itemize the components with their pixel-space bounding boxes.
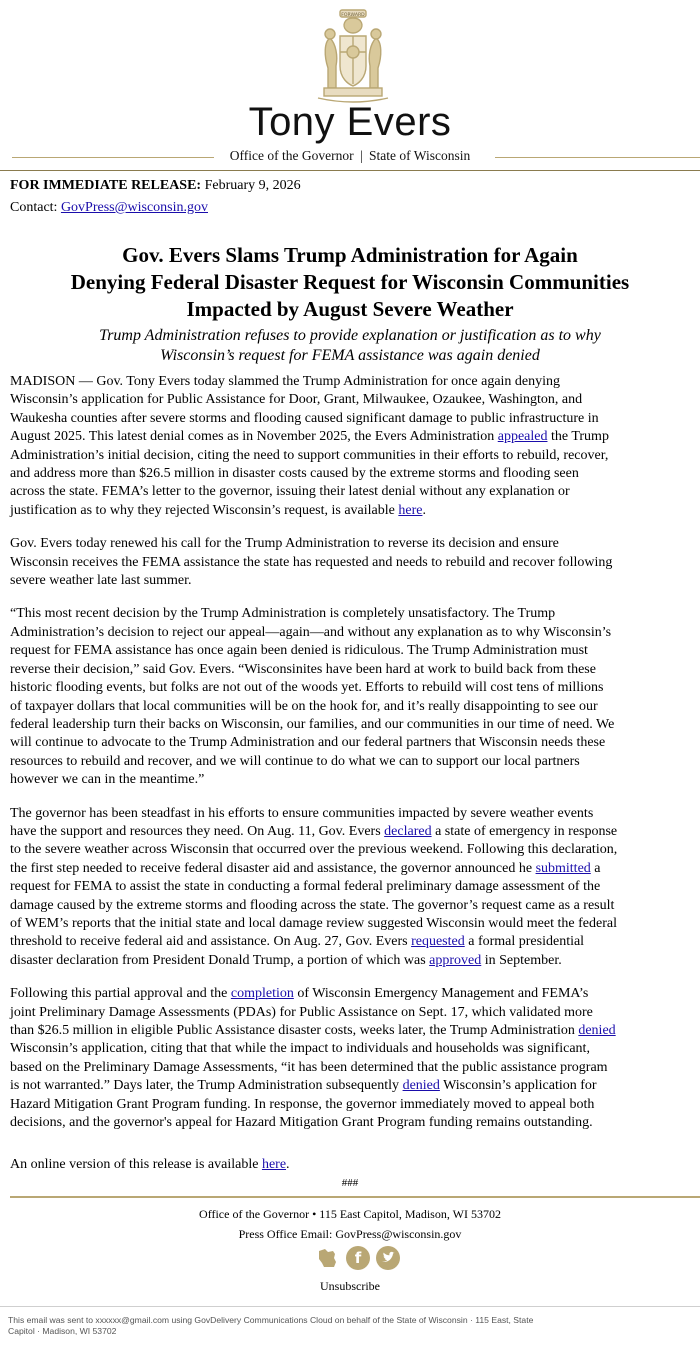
- masthead-rule-right: [495, 157, 700, 158]
- state-name: State of Wisconsin: [369, 148, 471, 163]
- text-line: than $26.5 million in eligible Public Assistance disaster costs, weeks later, the Trump Administration: [10, 1023, 579, 1038]
- text-line: the Trump: [547, 429, 609, 445]
- text-line: Wisconsin’s application for: [439, 1078, 597, 1094]
- delivery-note-line: This email was sent to xxxxxx@gmail.com using GovDelivery Communications Cloud on behalf of the State of Wisconsin · 115 East, State: [8, 1315, 534, 1325]
- submitted-link[interactable]: submitted: [535, 860, 591, 876]
- text-line: Administration’s initial decision, citing the need to support communities in their efforts to rebuild, recover,: [10, 447, 609, 463]
- text-line: of WEM’s reports that the initial state and local damage review suggested Wisconsin would meet the federal: [10, 915, 617, 931]
- text-line: Wisconsin’s application for Public Assistance for Door, Grant, Milwaukee, Ozaukee, Washington, and: [10, 392, 583, 408]
- text-line: An online version of this release is available: [10, 1157, 262, 1173]
- text-line: historic flooding events, but folks are not out of the woods yet. Efforts to rebuild will cost tens of millions: [10, 680, 604, 696]
- contact-line: [10, 197, 301, 219]
- text-line: Waukesha counties after severe storms and flooding caused significant damage to public infrastructure in: [10, 410, 599, 426]
- text-line: decisions, and the governor's appeal for Hazard Mitigation Grant Program funding remains outstanding.: [10, 1115, 593, 1131]
- text-line: August 2025. This latest denial comes as in November 2025, the Evers Administration: [10, 429, 498, 445]
- text-line: have the support and resources they need. On Aug. 11, Gov. Evers: [10, 823, 385, 839]
- masthead: [0, 0, 700, 168]
- text-line: Gov. Evers today renewed his call for the Trump Administration to reverse its decision and ensure: [10, 536, 559, 552]
- unsubscribe-link[interactable]: Unsubscribe: [320, 1279, 380, 1293]
- footer-divider: [10, 1196, 700, 1198]
- subheadline: [0, 326, 700, 366]
- text-line: .: [422, 502, 426, 518]
- text-line: however we can in the meantime.”: [10, 772, 205, 788]
- delivery-note: [8, 1315, 688, 1337]
- headline-line: Impacted by August Severe Weather: [186, 297, 514, 321]
- delivery-note-divider: [0, 1306, 700, 1307]
- text-line: threshold to receive federal aid and assistance. On Aug. 27, Gov. Evers: [10, 934, 412, 950]
- text-line: a formal presidential: [464, 934, 585, 950]
- headline-line: Gov. Evers Slams Trump Administration for Again: [122, 243, 578, 267]
- release-info: [10, 175, 301, 219]
- text-line: Hazard Mitigation Grant Program funding. In response, the governor immediately moved to appeal both: [10, 1096, 595, 1112]
- office-line: [0, 148, 700, 164]
- appealed-link[interactable]: appealed: [497, 429, 548, 445]
- text-line: .: [286, 1157, 290, 1173]
- text-line: the first step needed to receive federal disaster aid and assistance, the governor announced he: [10, 860, 536, 876]
- text-line: damage caused by the extreme storms and flooding across the state. The governor’s request came as a result: [10, 897, 615, 913]
- paragraph-quote: [10, 605, 700, 789]
- text-line: federal leadership turn their backs on Wisconsin, our families, and our communities in our time of need. We: [10, 716, 615, 732]
- office-title: Office of the Governor: [229, 148, 354, 163]
- text-line: resources to rebuild and recover, and we will continue to do what we can to support our local partners: [10, 753, 580, 769]
- text-line: will continue to advocate to the Trump Administration and our federal partners that Wisconsin needs these: [10, 735, 606, 751]
- fema-letter-link[interactable]: here: [398, 502, 423, 518]
- office-separator: |: [359, 148, 363, 163]
- text-line: across the state. FEMA’s letter to the governor, issuing their latest denial without any explanation or: [10, 484, 570, 500]
- headline-line: Denying Federal Disaster Request for Wisconsin Communities: [70, 270, 630, 294]
- text-line: disaster declaration from President Donald Trump, a portion of which was: [10, 952, 430, 968]
- online-version-link[interactable]: here: [261, 1157, 287, 1173]
- text-line: Wisconsin’s application, citing that that while the impact to individuals and households was significant,: [10, 1041, 590, 1057]
- wisconsin-seal-logo: [314, 8, 392, 104]
- subheadline-line: Trump Administration refuses to provide explanation or justification as to why: [99, 327, 601, 344]
- seal-motto-text: FORWARD: [341, 13, 365, 18]
- text-line: Administration’s decision to reject our appeal—again—and without any explanation as to why Wisconsin’s: [10, 624, 612, 640]
- unsubscribe-container: [0, 1279, 700, 1294]
- text-line: a: [590, 860, 601, 876]
- paragraph-timeline: [10, 805, 700, 971]
- text-line: joint Preliminary Damage Assessments (PDAs) for Public Assistance on Sept. 17, which validated more: [10, 1004, 593, 1020]
- social-links: [316, 1246, 400, 1272]
- article-body: [10, 373, 700, 1190]
- text-line: request for FEMA to assist the state in conducting a formal federal preliminary damage assessment of the: [10, 879, 601, 895]
- governor-name: Tony Evers: [248, 100, 452, 144]
- denied-hmgp-link[interactable]: denied: [402, 1078, 440, 1094]
- text-line: of Wisconsin Emergency Management and FEMA’s: [293, 986, 589, 1002]
- text-line: based on the Preliminary Damage Assessments, “it has been determined that the public assistance program: [10, 1059, 608, 1075]
- release-date: February 9, 2026: [204, 178, 301, 193]
- approved-link[interactable]: approved: [429, 952, 482, 968]
- subheadline-line: Wisconsin’s request for FEMA assistance was again denied: [160, 347, 540, 364]
- text-line: is not warranted.” Days later, the Trump Administration subsequently: [10, 1078, 403, 1094]
- requested-link[interactable]: requested: [411, 934, 465, 950]
- completion-link[interactable]: completion: [230, 986, 294, 1002]
- footer-press-email: Press Office Email: GovPress@wisconsin.gov: [238, 1227, 462, 1241]
- declared-link[interactable]: declared: [384, 823, 432, 839]
- wisconsin-state-icon[interactable]: [316, 1246, 340, 1275]
- header-divider: [0, 170, 700, 171]
- text-line: in September.: [481, 952, 562, 968]
- text-line: Following this partial approval and the: [10, 986, 231, 1002]
- end-marker: ###: [341, 1177, 359, 1189]
- text-line: justification as to why they rejected Wisconsin’s request, is available: [10, 502, 399, 518]
- text-line: “This most recent decision by the Trump Administration is completely unsatisfactory. The Trump: [10, 606, 556, 622]
- text-line: request for FEMA assistance has once again been denied is ridiculous. The Trump Administration must: [10, 643, 588, 659]
- twitter-icon[interactable]: [376, 1246, 400, 1275]
- headline: [0, 242, 700, 323]
- text-line: severe weather late last summer.: [10, 573, 192, 589]
- contact-label: Contact:: [10, 200, 58, 215]
- text-line: Wisconsin receives the FEMA assistance the state has requested and needs to rebuild and recover following: [10, 554, 613, 570]
- denied-link[interactable]: denied: [578, 1023, 616, 1038]
- paragraph-denials: [10, 985, 700, 1132]
- text-line: of taxpayer dollars that local communities will be on the hook for, and it’s really disappointing to see our: [10, 698, 598, 714]
- contact-email-link[interactable]: GovPress@wisconsin.gov: [60, 200, 208, 215]
- footer-address: Office of the Governor • 115 East Capitol, Madison, WI 53702: [199, 1207, 501, 1221]
- text-line: and address more than $26.5 million in disaster costs caused by the extreme storms and flooding seen: [10, 466, 579, 482]
- paragraph-renewed-call: [10, 535, 700, 590]
- release-label: FOR IMMEDIATE RELEASE:: [10, 178, 202, 193]
- delivery-note-line: Capitol · Madison, WI 53702: [8, 1326, 117, 1336]
- text-line: reverse their decision,” said Gov. Evers. “Wisconsinites have been hard at work to build back from these: [10, 661, 596, 677]
- facebook-icon[interactable]: f: [346, 1246, 370, 1270]
- paragraph-online-version: [10, 1156, 700, 1174]
- text-line: to the severe weather across Wisconsin that occurred over the previous weekend. Following this declaration,: [10, 842, 618, 858]
- text-line: MADISON — Gov. Tony Evers today slammed the Trump Administration for once again denying: [10, 374, 561, 389]
- text-line: a state of emergency in response: [431, 823, 618, 839]
- release-date-line: [10, 175, 301, 197]
- paragraph-intro: [10, 373, 700, 520]
- text-line: The governor has been steadfast in his efforts to ensure communities impacted by severe weather events: [10, 805, 594, 821]
